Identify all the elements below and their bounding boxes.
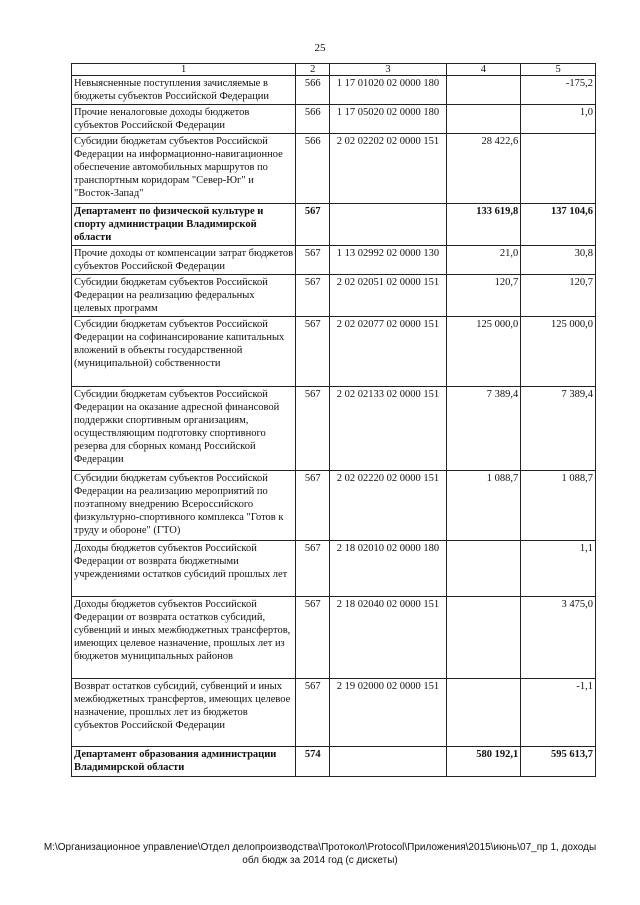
row-kbk-cell: 2 02 02133 02 0000 151 (330, 387, 446, 471)
table-row (72, 597, 596, 679)
row-name-cell: Прочие неналоговые доходы бюджетов субъектов Российской Федерации (72, 105, 296, 134)
row-kbk-cell: 2 19 02000 02 0000 151 (330, 679, 446, 747)
row-code-cell: 567 (296, 204, 330, 246)
table-row (72, 471, 596, 541)
table-body (72, 76, 596, 777)
row-code-cell: 567 (296, 597, 330, 679)
row-kbk-cell: 1 17 05020 02 0000 180 (330, 105, 446, 134)
row-name-cell: Доходы бюджетов субъектов Российской Федерации от возврата бюджетными учреждениями остатков субсидий прошлых лет (72, 541, 296, 597)
table-row (72, 246, 596, 275)
row-value-col5: 120,7 (521, 275, 596, 317)
revenue-table (71, 63, 596, 777)
row-value-col5: 1 088,7 (521, 471, 596, 541)
row-kbk-cell: 2 18 02040 02 0000 151 (330, 597, 446, 679)
row-value-col5: 595 613,7 (521, 747, 596, 777)
table-row (72, 134, 596, 204)
row-value-col4 (446, 679, 521, 747)
row-value-col5: 1,0 (521, 105, 596, 134)
row-value-col5: -1,1 (521, 679, 596, 747)
header-cell: 3 (330, 64, 446, 76)
file-path-footer: M:\Организационное управление\Отдел делопроизводства\Протокол\Protocol\Приложения\2015\июнь\07_пр 1, доходы обл бюдж за 2014 год (с дискеты) (43, 842, 597, 866)
row-value-col4 (446, 76, 521, 105)
header-cell: 5 (521, 64, 596, 76)
row-value-col5: 3 475,0 (521, 597, 596, 679)
row-code-cell: 567 (296, 679, 330, 747)
row-name-cell: Субсидии бюджетам субъектов Российской Федерации на реализацию мероприятий по поэтапному внедрению Всероссийского физкультурно-спортивного комплекса "Готов к труду и обороне" (ГТО) (72, 471, 296, 541)
table-row (72, 387, 596, 471)
row-value-col5: 125 000,0 (521, 317, 596, 387)
row-kbk-cell (330, 204, 446, 246)
row-value-col4: 580 192,1 (446, 747, 521, 777)
row-name-cell: Субсидии бюджетам субъектов Российской Федерации на реализацию федеральных целевых программ (72, 275, 296, 317)
page-number: 25 (314, 42, 326, 54)
table-row (72, 541, 596, 597)
row-name-cell: Субсидии бюджетам субъектов Российской Федерации на оказание адресной финансовой поддержки спортивным организациям, осуществляющим подготовку спортивного резерва для сборных команд Российской Федерации (72, 387, 296, 471)
row-code-cell: 567 (296, 246, 330, 275)
table-row (72, 679, 596, 747)
row-code-cell: 567 (296, 471, 330, 541)
row-kbk-cell: 1 17 01020 02 0000 180 (330, 76, 446, 105)
row-kbk-cell: 2 02 02051 02 0000 151 (330, 275, 446, 317)
table-row (72, 317, 596, 387)
row-value-col5: -175,2 (521, 76, 596, 105)
table-row (72, 747, 596, 777)
row-name-cell: Возврат остатков субсидий, субвенций и иных межбюджетных трансфертов, имеющих целевое назначение, прошлых лет из бюджетов субъектов Российской Федерации (72, 679, 296, 747)
row-name-cell: Доходы бюджетов субъектов Российской Федерации от возврата остатков субсидий, субвенций и иных межбюджетных трансфертов, имеющих целевое назначение, прошлых лет из бюджетов муниципальных районов (72, 597, 296, 679)
row-kbk-cell: 1 13 02992 02 0000 130 (330, 246, 446, 275)
header-cell: 1 (72, 64, 296, 76)
row-name-cell: Прочие доходы от компенсации затрат бюджетов субъектов Российской Федерации (72, 246, 296, 275)
row-value-col5: 30,8 (521, 246, 596, 275)
row-code-cell: 567 (296, 317, 330, 387)
row-name-cell: Департамент образования администрации Владимирской области (72, 747, 296, 777)
row-value-col5 (521, 134, 596, 204)
header-row (72, 64, 596, 76)
row-value-col4: 125 000,0 (446, 317, 521, 387)
row-value-col5: 7 389,4 (521, 387, 596, 471)
row-value-col4: 120,7 (446, 275, 521, 317)
row-kbk-cell: 2 18 02010 02 0000 180 (330, 541, 446, 597)
row-name-cell: Субсидии бюджетам субъектов Российской Федерации на информационно-навигационное обеспечение автомобильных маршрутов по транспортным коридорам "Север-Юг" и "Восток-Запад" (72, 134, 296, 204)
table-row (72, 275, 596, 317)
row-kbk-cell (330, 747, 446, 777)
row-value-col4: 133 619,8 (446, 204, 521, 246)
header-cell: 4 (446, 64, 521, 76)
header-cell: 2 (296, 64, 330, 76)
row-code-cell: 566 (296, 76, 330, 105)
row-kbk-cell: 2 02 02220 02 0000 151 (330, 471, 446, 541)
row-value-col4: 21,0 (446, 246, 521, 275)
table-row (72, 76, 596, 105)
row-code-cell: 566 (296, 134, 330, 204)
row-value-col4 (446, 105, 521, 134)
row-value-col4: 1 088,7 (446, 471, 521, 541)
row-kbk-cell: 2 02 02202 02 0000 151 (330, 134, 446, 204)
row-code-cell: 574 (296, 747, 330, 777)
row-name-cell: Департамент по физической культуре и спорту администрации Владимирской области (72, 204, 296, 246)
row-code-cell: 567 (296, 275, 330, 317)
row-value-col4 (446, 541, 521, 597)
row-value-col4: 7 389,4 (446, 387, 521, 471)
row-kbk-cell: 2 02 02077 02 0000 151 (330, 317, 446, 387)
table-row (72, 204, 596, 246)
row-code-cell: 567 (296, 387, 330, 471)
row-value-col4 (446, 597, 521, 679)
row-name-cell: Субсидии бюджетам субъектов Российской Федерации на софинансирование капитальных вложений в объекты государственной (муниципальной) собственности (72, 317, 296, 387)
table-row (72, 105, 596, 134)
row-code-cell: 567 (296, 541, 330, 597)
row-value-col4: 28 422,6 (446, 134, 521, 204)
row-value-col5: 1,1 (521, 541, 596, 597)
row-code-cell: 566 (296, 105, 330, 134)
row-value-col5: 137 104,6 (521, 204, 596, 246)
row-name-cell: Невыясненные поступления зачисляемые в бюджеты субъектов Российской Федерации (72, 76, 296, 105)
